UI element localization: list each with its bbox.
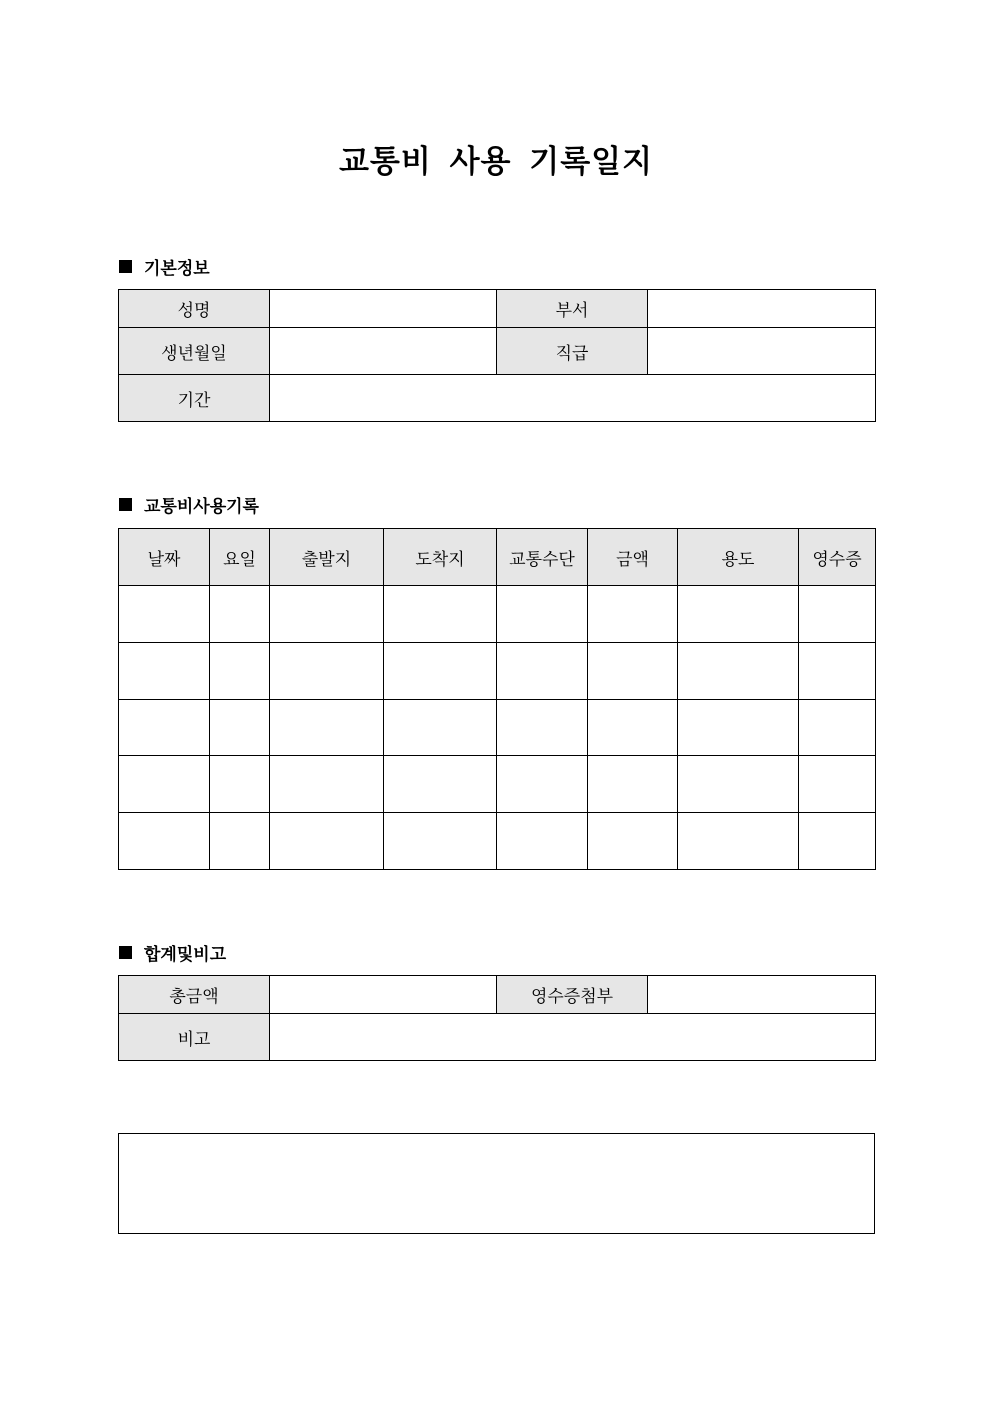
purpose-cell[interactable] — [678, 586, 799, 643]
date-cell[interactable] — [119, 586, 210, 643]
square-bullet-icon — [119, 260, 132, 273]
amount-cell[interactable] — [588, 756, 678, 813]
table-row — [119, 643, 876, 700]
receipt-cell[interactable] — [799, 813, 876, 870]
destination-cell[interactable] — [384, 586, 497, 643]
destination-cell[interactable] — [384, 813, 497, 870]
table-row — [119, 813, 876, 870]
amount-cell[interactable] — [588, 643, 678, 700]
column-header-destination: 도착지 — [384, 529, 497, 586]
position-field[interactable] — [648, 328, 876, 375]
table-row — [119, 700, 876, 756]
section-heading-basic-info — [119, 254, 210, 279]
date-cell[interactable] — [119, 643, 210, 700]
section-heading-label: 교통비사용기록 — [144, 497, 259, 517]
date-cell[interactable] — [119, 700, 210, 756]
note-field[interactable] — [270, 1014, 876, 1061]
total-amount-label: 총금액 — [119, 976, 270, 1014]
column-header-amount: 금액 — [588, 529, 678, 586]
weekday-cell[interactable] — [210, 643, 270, 700]
weekday-cell[interactable] — [210, 756, 270, 813]
name-label: 성명 — [119, 290, 270, 328]
section-heading-usage-record — [119, 492, 259, 517]
position-label: 직급 — [497, 328, 648, 375]
purpose-cell[interactable] — [678, 700, 799, 756]
receipt-cell[interactable] — [799, 700, 876, 756]
departure-cell[interactable] — [270, 700, 384, 756]
section-heading-label: 합계및비고 — [144, 945, 227, 965]
weekday-cell[interactable] — [210, 586, 270, 643]
amount-cell[interactable] — [588, 813, 678, 870]
note-label: 비고 — [119, 1014, 270, 1061]
period-field[interactable] — [270, 375, 876, 422]
birthdate-field[interactable] — [270, 328, 497, 375]
square-bullet-icon — [119, 498, 132, 511]
transport-cell[interactable] — [497, 586, 588, 643]
purpose-cell[interactable] — [678, 813, 799, 870]
departure-cell[interactable] — [270, 813, 384, 870]
page-title: 교통비 사용 기록일지 — [338, 144, 654, 180]
weekday-cell[interactable] — [210, 700, 270, 756]
destination-cell[interactable] — [384, 700, 497, 756]
period-label: 기간 — [119, 375, 270, 422]
section-heading-summary — [119, 940, 226, 965]
table-row — [119, 586, 876, 643]
destination-cell[interactable] — [384, 643, 497, 700]
basic-info-table — [118, 289, 876, 422]
transport-cell[interactable] — [497, 813, 588, 870]
column-header-weekday: 요일 — [210, 529, 270, 586]
summary-table — [118, 975, 876, 1061]
column-header-transport: 교통수단 — [497, 529, 588, 586]
column-header-date: 날짜 — [119, 529, 210, 586]
purpose-cell[interactable] — [678, 643, 799, 700]
date-cell[interactable] — [119, 813, 210, 870]
date-cell[interactable] — [119, 756, 210, 813]
receipt-cell[interactable] — [799, 643, 876, 700]
receipt-attached-label: 영수증첨부 — [497, 976, 648, 1014]
column-header-receipt: 영수증 — [799, 529, 876, 586]
department-label: 부서 — [497, 290, 648, 328]
section-heading-label: 기본정보 — [144, 259, 210, 279]
memo-box[interactable] — [118, 1133, 875, 1234]
column-header-purpose: 용도 — [678, 529, 799, 586]
destination-cell[interactable] — [384, 756, 497, 813]
receipt-attached-field[interactable] — [648, 976, 876, 1014]
receipt-cell[interactable] — [799, 756, 876, 813]
transport-cell[interactable] — [497, 643, 588, 700]
departure-cell[interactable] — [270, 586, 384, 643]
transport-cell[interactable] — [497, 700, 588, 756]
amount-cell[interactable] — [588, 586, 678, 643]
weekday-cell[interactable] — [210, 813, 270, 870]
receipt-cell[interactable] — [799, 586, 876, 643]
table-row — [119, 756, 876, 813]
transport-cell[interactable] — [497, 756, 588, 813]
birthdate-label: 생년월일 — [119, 328, 270, 375]
department-field[interactable] — [648, 290, 876, 328]
purpose-cell[interactable] — [678, 756, 799, 813]
departure-cell[interactable] — [270, 756, 384, 813]
departure-cell[interactable] — [270, 643, 384, 700]
amount-cell[interactable] — [588, 700, 678, 756]
total-amount-field[interactable] — [270, 976, 497, 1014]
column-header-departure: 출발지 — [270, 529, 384, 586]
square-bullet-icon — [119, 946, 132, 959]
usage-record-table — [118, 528, 876, 870]
name-field[interactable] — [270, 290, 497, 328]
